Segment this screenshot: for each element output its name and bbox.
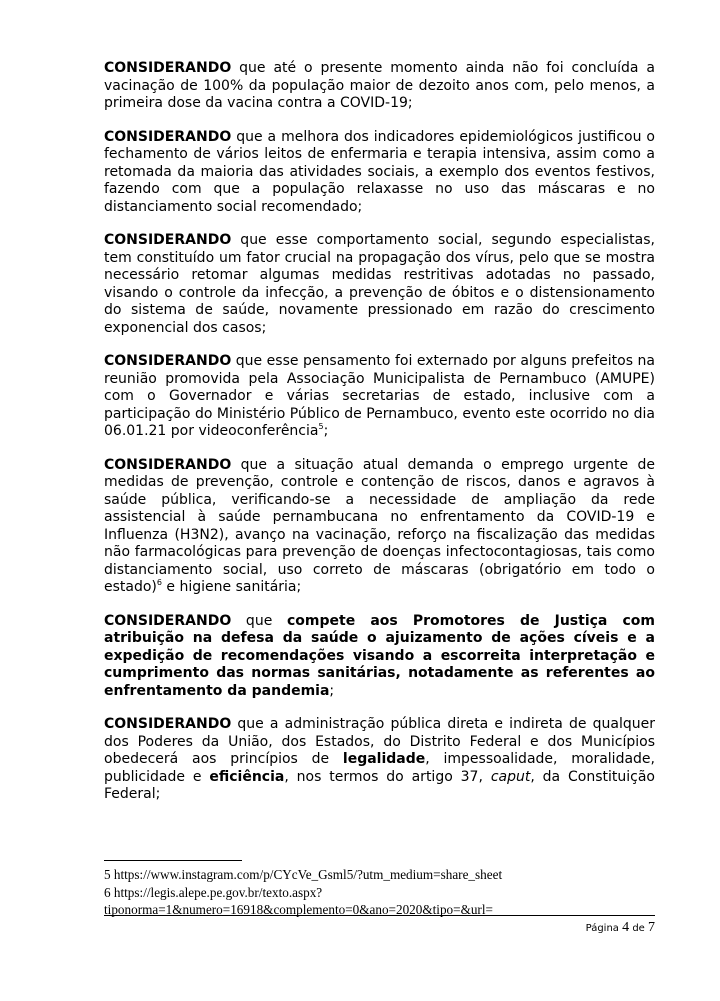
paragraph-2 [104,129,655,217]
emphasis-text: compete aos Promotores de Justiça com atribuição na defesa da saúde o ajuizamento de ações cíveis e a expedição de recomendações visando a escorreita interpretação e cumprimento das normas sanitárias, notadamente as referentes ao enfrentamento da pandemia [104,612,655,699]
paragraph-text: , impessoalidade, moralidade, publicidade e [104,751,655,785]
considerando-heading: CONSIDERANDO [104,60,232,76]
paragraph-text: que a melhora dos indicadores epidemiológicos justificou o fechamento de vários leitos de enfermaria e terapia intensiva, assim como a retomada da maioria das atividades sociais, a exemplo dos eventos festivos, fazendo com que a população relaxasse no uso das máscaras e no distanciamento social recomendado; [104,128,655,215]
emphasis-legalidade: legalidade [342,751,426,767]
footnote-ref-6: 6 [156,578,162,587]
document-page [104,60,655,820]
page-footer [104,915,655,936]
considerando-heading: CONSIDERANDO [104,612,232,629]
paragraph-text: que a situação atual demanda o emprego urgente de medidas de prevenção, controle e contenção de riscos, danos e agravos à saúde pública, verificando-se a necessidade de ampliação da rede assistencial à saúde pernambucana no enfrentamento da COVID-19 e Influenza (H3N2), avanço na vacinação, reforço na fiscalização das medidas não farmacológicas para prevenção de doenças infectocontagiosas, tais como distanciamento social, uso correto de máscaras (obrigatório em todo o estado) [104,456,655,595]
paragraph-text: que esse comportamento social, segundo especialistas, tem constituído um fator crucial na propagação dos vírus, pelo que se mostra necessário retomar algumas medidas restritivas adotadas no passado, visando o controle da infecção, a prevenção de óbitos e o distensionamento do sistema de saúde, novamente pressionado em razão do crescimento exponencial dos casos; [104,232,655,336]
italic-caput: caput [490,768,531,785]
considerando-heading: CONSIDERANDO [104,716,232,732]
paragraph-text: que a administração pública direta e indireta de qualquer dos Poderes da União, dos Estados, do Distrito Federal e dos Municípios obedecerá aos princípios de [104,716,655,767]
paragraph-text-end: ; [323,423,329,439]
footnote-5: 5 https://www.instagram.com/p/CYcVe_Gsml5/?utm_medium=share_sheet [104,867,503,882]
paragraph-5 [104,457,655,597]
de-label: de [632,923,645,934]
paragraph-text: , nos termos do artigo 37, [284,768,491,785]
page-total: 7 [648,920,655,935]
paragraph-4 [104,353,655,441]
paragraph-text: que esse pensamento foi externado por alguns prefeitos na reunião promovida pela Associação Municipalista de Pernambuco (AMUPE) com o Governador e várias secretarias de estado, inclusive com a participação do Ministério Público de Pernambuco, evento este ocorrido no dia 06.01.21 por videoconferência [104,353,655,439]
paragraph-text-end: , da Constituição Federal; [104,768,655,802]
paragraph-7 [104,716,655,804]
paragraph-1 [104,60,655,113]
pagina-label: Página [585,923,619,934]
footnote-separator [104,860,242,861]
footnote-ref-5: 5 [318,422,324,431]
considerando-heading: CONSIDERANDO [104,232,232,248]
paragraph-3 [104,232,655,337]
paragraph-text-end: e higiene sanitária; [161,579,302,595]
paragraph-text: que até o presente momento ainda não foi concluída a vacinação de 100% da população maior de dezoito anos com, pelo menos, a primeira dose da vacina contra a COVID-19; [104,60,655,111]
page-number: 4 [622,920,630,935]
paragraph-text-end: ; [329,682,335,699]
footnote-6: 6 https://legis.alepe.pe.gov.br/texto.aspx? [104,884,323,900]
footnotes [104,860,655,919]
emphasis-eficiencia: eficiência [209,768,285,785]
considerando-heading: CONSIDERANDO [104,353,232,369]
considerando-heading: CONSIDERANDO [104,128,232,145]
paragraph-text: que [231,612,287,629]
considerando-heading: CONSIDERANDO [104,456,232,473]
footnote-6-continued: tiponorma=1&numero=16918&complemento=0&ano=2020&tipo=&url= [104,902,493,917]
paragraph-6 [104,613,655,701]
